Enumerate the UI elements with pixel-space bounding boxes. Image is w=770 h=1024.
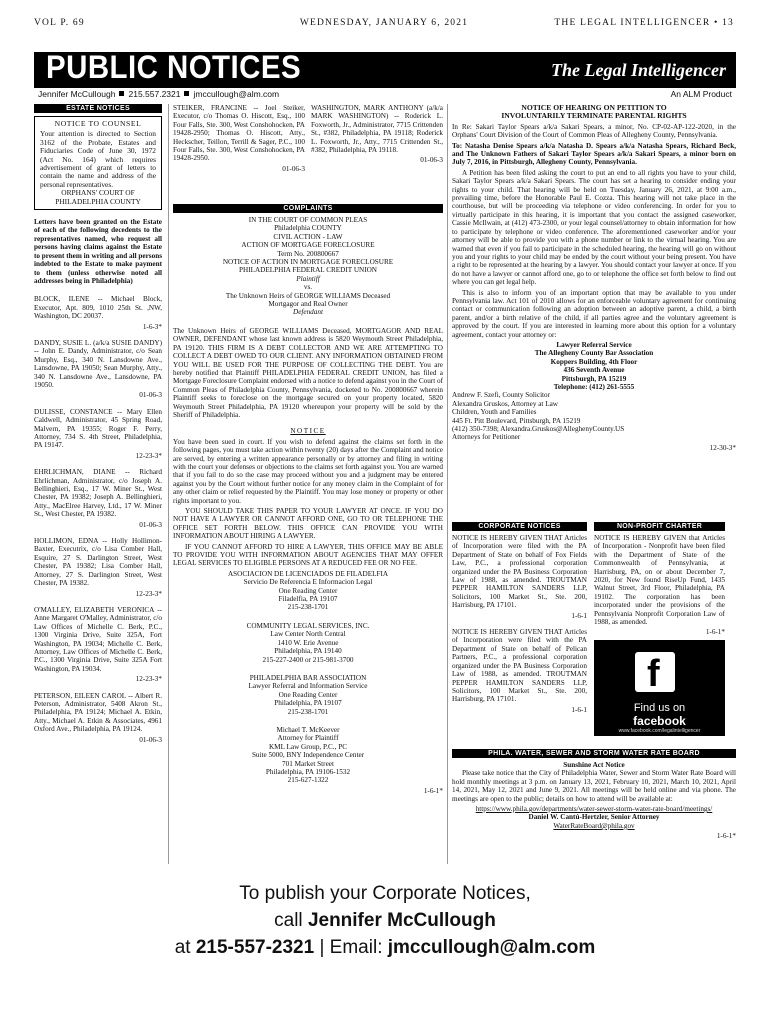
address-line: 215-238-1701: [287, 603, 329, 612]
section-header-estate: ESTATE NOTICES: [34, 104, 162, 113]
ad-line1: To publish your Corporate Notices,: [239, 883, 531, 904]
box-text: Your attention is directed to Section 3162 of the Probate, Estates and Fiduciaries Code of June 30, 1972 (Act No. 164) which requires advertisement of grant of letters to contain the name and address of the personal representatives.: [40, 129, 156, 189]
entry-date: 01-06-3: [139, 735, 162, 744]
attorney-line: 215-627-1322: [287, 776, 329, 785]
court-line: PHILADELPHIA FEDERAL CREDIT UNION: [239, 266, 377, 275]
ad-phone: 215-557-2321: [195, 937, 315, 958]
estate-entry: BLOCK, ILENE -- Michael Block, Executor, Apt. 809, 1010 25th St. ,NW, Washington, DC 20037.: [34, 295, 162, 321]
entry-date: 01-06-3: [420, 156, 443, 165]
address-line: COMMUNITY LEGAL SERVICES, INC.: [246, 621, 370, 630]
court-line: vs.: [303, 283, 313, 292]
corporate-notice: NOTICE IS HEREBY GIVEN THAT Articles of Incorporation were filed with the PA Department of State on behalf of Fox Fields Law, P.C., a professional corporation organized under the PA Business Corporation Law of 1988, as amended. TROUTMAN PEPPER HAMILTON SANDERS LLP, Solicitors, 100 Market St., Ste. 200, Harrisburg, PA 17101.: [452, 534, 587, 610]
column-divider: [447, 104, 448, 864]
ad-line2: [34, 907, 736, 934]
estate-entry: O'MALLEY, ELIZABETH VERONICA -- Anne Margaret O'Malley, Administrator, c/o Law Offices of Michelle C. Berk, P.C., 1300 Virginia Drive, Suite 325A, Fort Washington, PA 19034; Michelle C. Berk, Attorney, Law Offices of Michelle C. Berk, P.C., 1300 Virginia Drive, Suite 325A Fort Washington, PA 19034.: [34, 605, 162, 673]
entry-date: 1-6-1*: [423, 786, 443, 795]
paper-page: THE LEGAL INTELLIGENCER • 13: [554, 18, 734, 28]
hearing-to: To: Natasha Denise Spears a/k/a Natasha D. Spears a/k/a Natasha Spears, Richard Beck, and The Unknown Fathers of Sakari Taylor Spears a/k/a Sakari Spears, a minor born on July 7, 2016, in Pittsburgh, Allegheny County, Pennsylvania.: [452, 141, 736, 167]
complaints-section: [173, 204, 443, 803]
contact-phone: 215.557.2321: [128, 89, 181, 99]
nonprofit-charter: [594, 522, 725, 645]
water-email[interactable]: WaterRateBoard@phila.gov: [553, 821, 635, 830]
address-line: One Reading Center: [278, 690, 338, 699]
running-head: [34, 18, 734, 32]
attorney-line: Suite 5000, BNY Independence Center: [251, 751, 365, 760]
contact-line: [34, 89, 736, 102]
address-line: One Reading Center: [278, 586, 338, 595]
court-line: NOTICE OF ACTION IN MORTGAGE FORECLOSURE: [222, 258, 394, 267]
entry-date: 1-6-1: [571, 705, 587, 714]
referral-line: 436 Seventh Avenue: [563, 366, 625, 375]
estate-intro: Letters have been granted on the Estate of each of the following decedents to the representatives named, who request all persons having claims against the Estate to present them in writing and all persons indebted to the Estate to make payment to them (unless otherwise noted all addresses being in Philadelphia): [34, 218, 162, 285]
complaint-body: You have been sued in court. If you wish to defend against the claims set forth in the following pages, you must take action within twenty (20) days after the Complaint and notice are served, by entering a written appearance personally or by attorney and filing in writing with the court your defenses or objections to the claims set forth against you. You are warned that if you fail to do so the case may proceed without you and a judgment may be entered against you by the Court without further notice for any money claim in the Complaint of for any other claim or relief requested by the Plaintiff. You may lose money or property or other rights important to you.: [173, 437, 443, 505]
volume-label: VOL P. 69: [34, 18, 85, 28]
estate-entry: DULISSE, CONSTANCE -- Mary Ellen Caldwell, Administrator, 45 Spring Road, Malvern, PA 19355; Roger F. Perry, Attorney, 734 S. 4th Street, Philadelphia, PA 19147.: [34, 407, 162, 450]
court-line: Term No. 200800667: [277, 249, 339, 258]
box-signature: PHILADELPHIA COUNTY: [55, 196, 141, 206]
complaint-body: IF YOU CANNOT AFFORD TO HIRE A LAWYER, THIS OFFICE MAY BE ABLE TO PROVIDE YOU WITH INFORMATION ABOUT AGENCIES THAT MAY OFFER LEGAL SERVICES TO ELIGIBLE PERSONS AT A REDUCED FEE OR NO FEE.: [173, 542, 443, 568]
water-url[interactable]: https://www.phila.gov/departments/water-sewer-storm-water-rate-board/meetings/: [475, 805, 713, 814]
bullet-icon: [184, 91, 189, 96]
alm-product: An ALM Product: [670, 89, 732, 99]
hearing-notice: [452, 104, 736, 460]
address-line: 1410 W. Erie Avenue: [277, 638, 339, 647]
section-header-nonprofit: NON-PROFIT CHARTER: [594, 522, 725, 531]
notice-title: NOTICE: [290, 427, 326, 436]
attorney-line: Attorney for Plaintiff: [277, 734, 339, 743]
court-line: Defendant: [293, 308, 323, 317]
public-notices-banner: [34, 49, 736, 88]
hearing-signature: [452, 391, 736, 441]
referral-line: Koppers Building, 4th Floor: [550, 357, 638, 366]
address-line: Filadelfia, PA 19107: [278, 595, 338, 604]
facebook-line2: facebook: [633, 714, 686, 728]
address-line: 215-238-1701: [287, 707, 329, 716]
address-line: ASOCIACION DE LICENCIADOS DE FILADELFIA: [227, 569, 389, 578]
entry-date: 01-06-3: [139, 520, 162, 529]
section-header-corporate: CORPORATE NOTICES: [452, 522, 587, 531]
attorney-line: KML Law Group, P.C., PC: [268, 742, 347, 751]
court-line: CIVIL ACTION - LAW: [273, 232, 343, 241]
estate-entry: STEIKER, FRANCINE -- Joel Steiker, Executor, c/o Thomas O. Hiscott, Esq., 100 Four Falls, Ste. 300, West Conshohocken, PA 19428-2950; Thomas O. Hiscott, Atty., Heckscher, Teillon, Terrill & Sager, P.C., 100 Four Falls, Ste. 300, West Conshohocken, PA 19428-2950.: [173, 104, 305, 163]
estate-continued-column: [173, 104, 305, 181]
hearing-title: INVOLUNTARILY TERMINATE PARENTAL RIGHTS: [501, 111, 687, 121]
facebook-url[interactable]: www.facebook.com/legalintelligencer: [618, 728, 701, 734]
sunshine-title: Sunshine Act Notice: [563, 761, 625, 769]
address-line: 215-227-2400 or 215-981-3700: [262, 655, 354, 664]
address-line: Philadelphia, PA 19107: [274, 699, 342, 708]
masthead-logo: The Legal Intelligencer: [551, 60, 726, 80]
entry-date: 1-6-3*: [142, 322, 162, 331]
estate-entry: HOLLIMON, EDNA -- Holly Hollimon-Baxter, Executrix, c/o Lisa Comber Hall, Esquire, 27 S. Darlington Street, West Chester, PA 19382; Lisa Comber Hall, Attorney, 27 S. Darlington Street, West Chester, PA 19382.: [34, 537, 162, 588]
address-line: Law Center North Central: [270, 630, 346, 639]
court-line: Philadelphia COUNTY: [274, 224, 342, 233]
signature-line: Children, Youth and Families: [452, 408, 537, 417]
estate-entry: WASHINGTON, MARK ANTHONY (a/k/a MARK WASHINGTON) -- Roderick L. Foxworth, Jr., Administrator, 7715 Crittenden St., #382, Philadelphia, PA 19118; Roderick L. Foxworth, Jr., Atty., 7715 Crittenden St., #382, Philadelphia, PA 19118.: [311, 104, 443, 155]
estate-entry: DANDY, SUSIE L. (a/k/a SUSIE DANDY) -- John E. Dandy, Administrator, c/o Sean Murphy, Esq., 340 N. Lansdowne Ave., Lansdowne, PA 19050; Sean Murphy, Atty., 340 N. Lansdowne Ave., Lansdowne, PA 19050.: [34, 338, 162, 389]
estate-continued-column: [311, 104, 443, 173]
complaint-body: YOU SHOULD TAKE THIS PAPER TO YOUR LAWYER AT ONCE. IF YOU DO NOT HAVE A LAWYER OR CANNOT AFFORD ONE, GO TO OR TELEPHONE THE OFFICE SET FORTH BELOW. THIS OFFICE CAN PROVIDE YOU WITH INFORMATION ABOUT HIRING A LAWYER.: [173, 507, 443, 541]
ad-email[interactable]: jmccullough@alm.com: [387, 937, 596, 958]
court-line: IN THE COURT OF COMMON PLEAS: [248, 216, 368, 224]
estate-notices-column: [34, 104, 162, 752]
notice-to-counsel-box: [34, 116, 162, 210]
bullet-icon: [119, 91, 124, 96]
publish-ad: [34, 880, 736, 961]
attorney-line: 701 Market Street: [282, 759, 334, 768]
water-rate-board-notice: [452, 749, 736, 849]
hearing-re: In Re: Sakari Taylor Spears a/k/a Sakari Spears, a minor, No. CP-02-AP-122-2020, in the Orphans' Court Division of the Court of Common Pleas of Allegheny County, Pennsylvania.: [452, 122, 736, 140]
court-line: The Unknown Heirs of GEORGE WILLIAMS Deceased: [225, 291, 391, 300]
ad-contact-name: Jennifer McCullough: [307, 910, 496, 931]
signature-line: Attorneys for Petitioner: [452, 433, 521, 442]
signature-line: Andrew F. Szefi, County Solicitor: [452, 391, 551, 400]
ad-text: call: [274, 910, 308, 931]
nonprofit-notice: NOTICE IS HEREBY GIVEN that Articles of Incorporation - Nonprofit have been filed with the Department of State of the Commonwealth of Pennsylvania, at Harrisburg, PA, on or about December 7, 2020, for New found RiseUp Fund, 1435 Walnut Street, 3rd Floor, Philadelphia, PA 19102. The corporation has been incorporated under the provisions of the Pennsylvania Nonprofit Corporation Law of 1988, as amended.: [594, 534, 725, 627]
court-line: ACTION OF MORTGAGE FORECLOSURE: [241, 241, 375, 250]
attorney-line: Michael T. McKeever: [276, 725, 340, 734]
entry-date: 12-30-3*: [709, 443, 736, 452]
entry-date: 01-06-3: [139, 391, 162, 400]
address-line: Philadelphia, PA 19140: [274, 647, 342, 656]
facebook-icon: f: [635, 652, 675, 692]
referral-line: Lawyer Referral Service: [556, 340, 632, 349]
section-header-complaints: COMPLAINTS: [173, 204, 443, 213]
referral-line: Pittsburgh, PA 15219: [561, 374, 627, 383]
entry-date: 12-23-3*: [135, 675, 162, 684]
attorney-line: Philadelphia, PA 19106-1532: [265, 767, 351, 776]
box-title: NOTICE TO COUNSEL: [54, 119, 142, 128]
entry-date: 1-6-1*: [716, 832, 736, 841]
court-line: Plaintiff: [296, 274, 320, 283]
section-header-water: PHILA. WATER, SEWER AND STORM WATER RATE BOARD: [452, 749, 736, 758]
corporate-notices: [452, 522, 587, 722]
address-line: Servicio De Referencia E Informacion Legal: [243, 578, 373, 587]
estate-entry: EHRLICHMAN, DIANE -- Richard Ehrlichman, Administrator, c/o Joseph A. Bellinghieri, Esq., 17 W. Miner St., West Chester, PA 19382; Joseph A. Bellinghieri, Atty., MacElree Harvey, Ltd., 17 W. Miner St., West Chester, PA 19382.: [34, 468, 162, 519]
complaint-body: The Unknown Heirs of GEORGE WILLIAMS Deceased, MORTGAGOR AND REAL OWNER, DEFENDANT whose last known address is 5820 Weymouth Street Philadelphia, PA 19120. THIS FIRM IS A DEBT COLLECTOR AND WE ARE ATTEMPTING TO COLLECT A DEBT OWED TO OUR CLIENT. ANY INFORMATION OBTAINED FROM YOU WILL BE USED FOR THE PURPOSE OF COLLECTING THE DEBT. You are hereby notified that Plaintiff PHILADELPHIA FEDERAL CREDIT UNION, has filed a Mortgage Foreclosure Complaint endorsed with a notice to defend against you in the Court of Common Pleas of Philadelphia County, Pennsylvania, docketed to No. 200800667 wherein Plaintiff seeks to foreclose on the mortgage secured on your property located, 5820 Weymouth Street Philadelphia, PA 19120 whereupon your property will be sold by the Sheriff of Philadelphia.: [173, 326, 443, 419]
water-body: Please take notice that the City of Philadelphia Water, Sewer and Storm Water Rate Board will hold monthly meetings at 3 p.m. on January 13, 2021, February 10, 2021, March 10, 2021, April 14, 2021, May 12, 2021 and June 9, 2021. All meetings will be held online and via phone. The meetings are open to the public; details on how to attend will be available at:: [452, 769, 736, 803]
court-line: Mortgagor and Real Owner: [268, 300, 348, 309]
estate-entry: PETERSON, EILEEN CAROL -- Albert R. Peterson, Administrator, 5408 Akron St., Philadelphia, PA 19124; Michael A. Etkin, Atty., Michael A. Etkin & Associates, 4961 Oxford Ave., Philadelphia, PA 19124.: [34, 691, 162, 734]
referral-line: Telephone: (412) 261-5555: [553, 383, 635, 391]
legal-aid-address: [173, 570, 443, 785]
hearing-body: This is also to inform you of an important option that may be available to you under Pennsylvania law. Act 101 of 2010 allows for an enforceable voluntary agreement for continuing contact or communication following an adoption between an adoptive parent, a child, a birth parent, and/or a birth relative of the child, if all parties agree and the voluntary agreement is approved by the court. If you are interested in learning more about this option for a voluntary agreement, contact your attorney or:: [452, 288, 736, 339]
contact-name: Jennifer McCullough: [38, 89, 116, 99]
entry-date: 1-6-1*: [705, 628, 725, 637]
entry-date: 12-23-3*: [135, 589, 162, 598]
entry-date: 12-23-3*: [135, 451, 162, 460]
entry-date: 01-06-3: [282, 164, 305, 173]
address-line: Lawyer Referral and Information Service: [248, 682, 368, 691]
contact-email[interactable]: jmccullough@alm.com: [193, 89, 280, 99]
signature-line: Alexandra Gruskos, Attorney at Law: [452, 399, 558, 408]
ad-text: | Email:: [314, 937, 388, 958]
signature-line: 445 Ft. Pitt Boulevard, Pittsburgh, PA 15219: [452, 416, 581, 425]
entry-date: 1-6-1: [571, 611, 587, 620]
page-title: PUBLIC NOTICES: [46, 49, 302, 85]
issue-date: WEDNESDAY, JANUARY 6, 2021: [299, 18, 469, 28]
address-line: PHILADELPHIA BAR ASSOCIATION: [249, 673, 367, 682]
water-signature: Daniel W. Cantú-Hertzler, Senior Attorney: [528, 813, 660, 822]
facebook-line1: Find us on: [633, 702, 686, 714]
hearing-title: NOTICE OF HEARING ON PETITION TO: [521, 103, 667, 112]
referral-line: The Allegheny County Bar Association: [534, 349, 654, 358]
ad-text: at: [174, 937, 196, 958]
box-signature: ORPHANS' COURT OF: [61, 188, 135, 198]
lawyer-referral: [452, 341, 736, 391]
court-heading: [173, 216, 443, 317]
ad-line3: [34, 934, 736, 961]
facebook-ad[interactable]: [594, 640, 725, 736]
signature-line: (412) 350-7398; Alexandra.Gruskos@AlleghenyCounty.US: [452, 425, 625, 434]
corporate-notice: NOTICE IS HEREBY GIVEN THAT Articles of Incorporation were filed with the PA Department of State on behalf of Pelican Partners, P.C., a professional corporation organized under the PA Business Corporation Law of 1988, as amended. TROUTMAN PEPPER HAMILTON SANDERS LLP, Solicitors, 100 Market St., Ste. 200, Harrisburg, PA 17101.: [452, 628, 587, 704]
column-divider: [168, 104, 169, 864]
hearing-body: A Petition has been filed asking the court to put an end to all rights you have to your child, Sakari Taylor Spears a/k/a Sakari Spears. The court has set a hearing to consider ending your rights to your child. That hearing will be held on Tuesday, January 26, 2021, at 9:00 a.m., prevailing time, before the Honorable Paul E. Cozza. This hearing will not take place in the courthouse, but will be proceeding via telephone or video conferencing. In order for you to virtually participate in this hearing, it is important that you contact the assigned caseworker, Cassie McIlwain, at (412) 473-2300, or your legal counsel/attorney to obtain information for how to participate by telephone or video conference. The aforementioned caseworker and/or your attorney will be able to provide you with a phone number or link to the virtual hearing. You are warned that even if you fail to participate in the scheduled hearing, the hearing will go on without you and your rights to your child may be ended by the court without your being present. You have a right to be represented at the hearing by a lawyer. You should contact your lawyer at once. If you do not have a lawyer or cannot afford one, go to or telephone the office set forth below to find out where you can get legal help.: [452, 168, 736, 287]
